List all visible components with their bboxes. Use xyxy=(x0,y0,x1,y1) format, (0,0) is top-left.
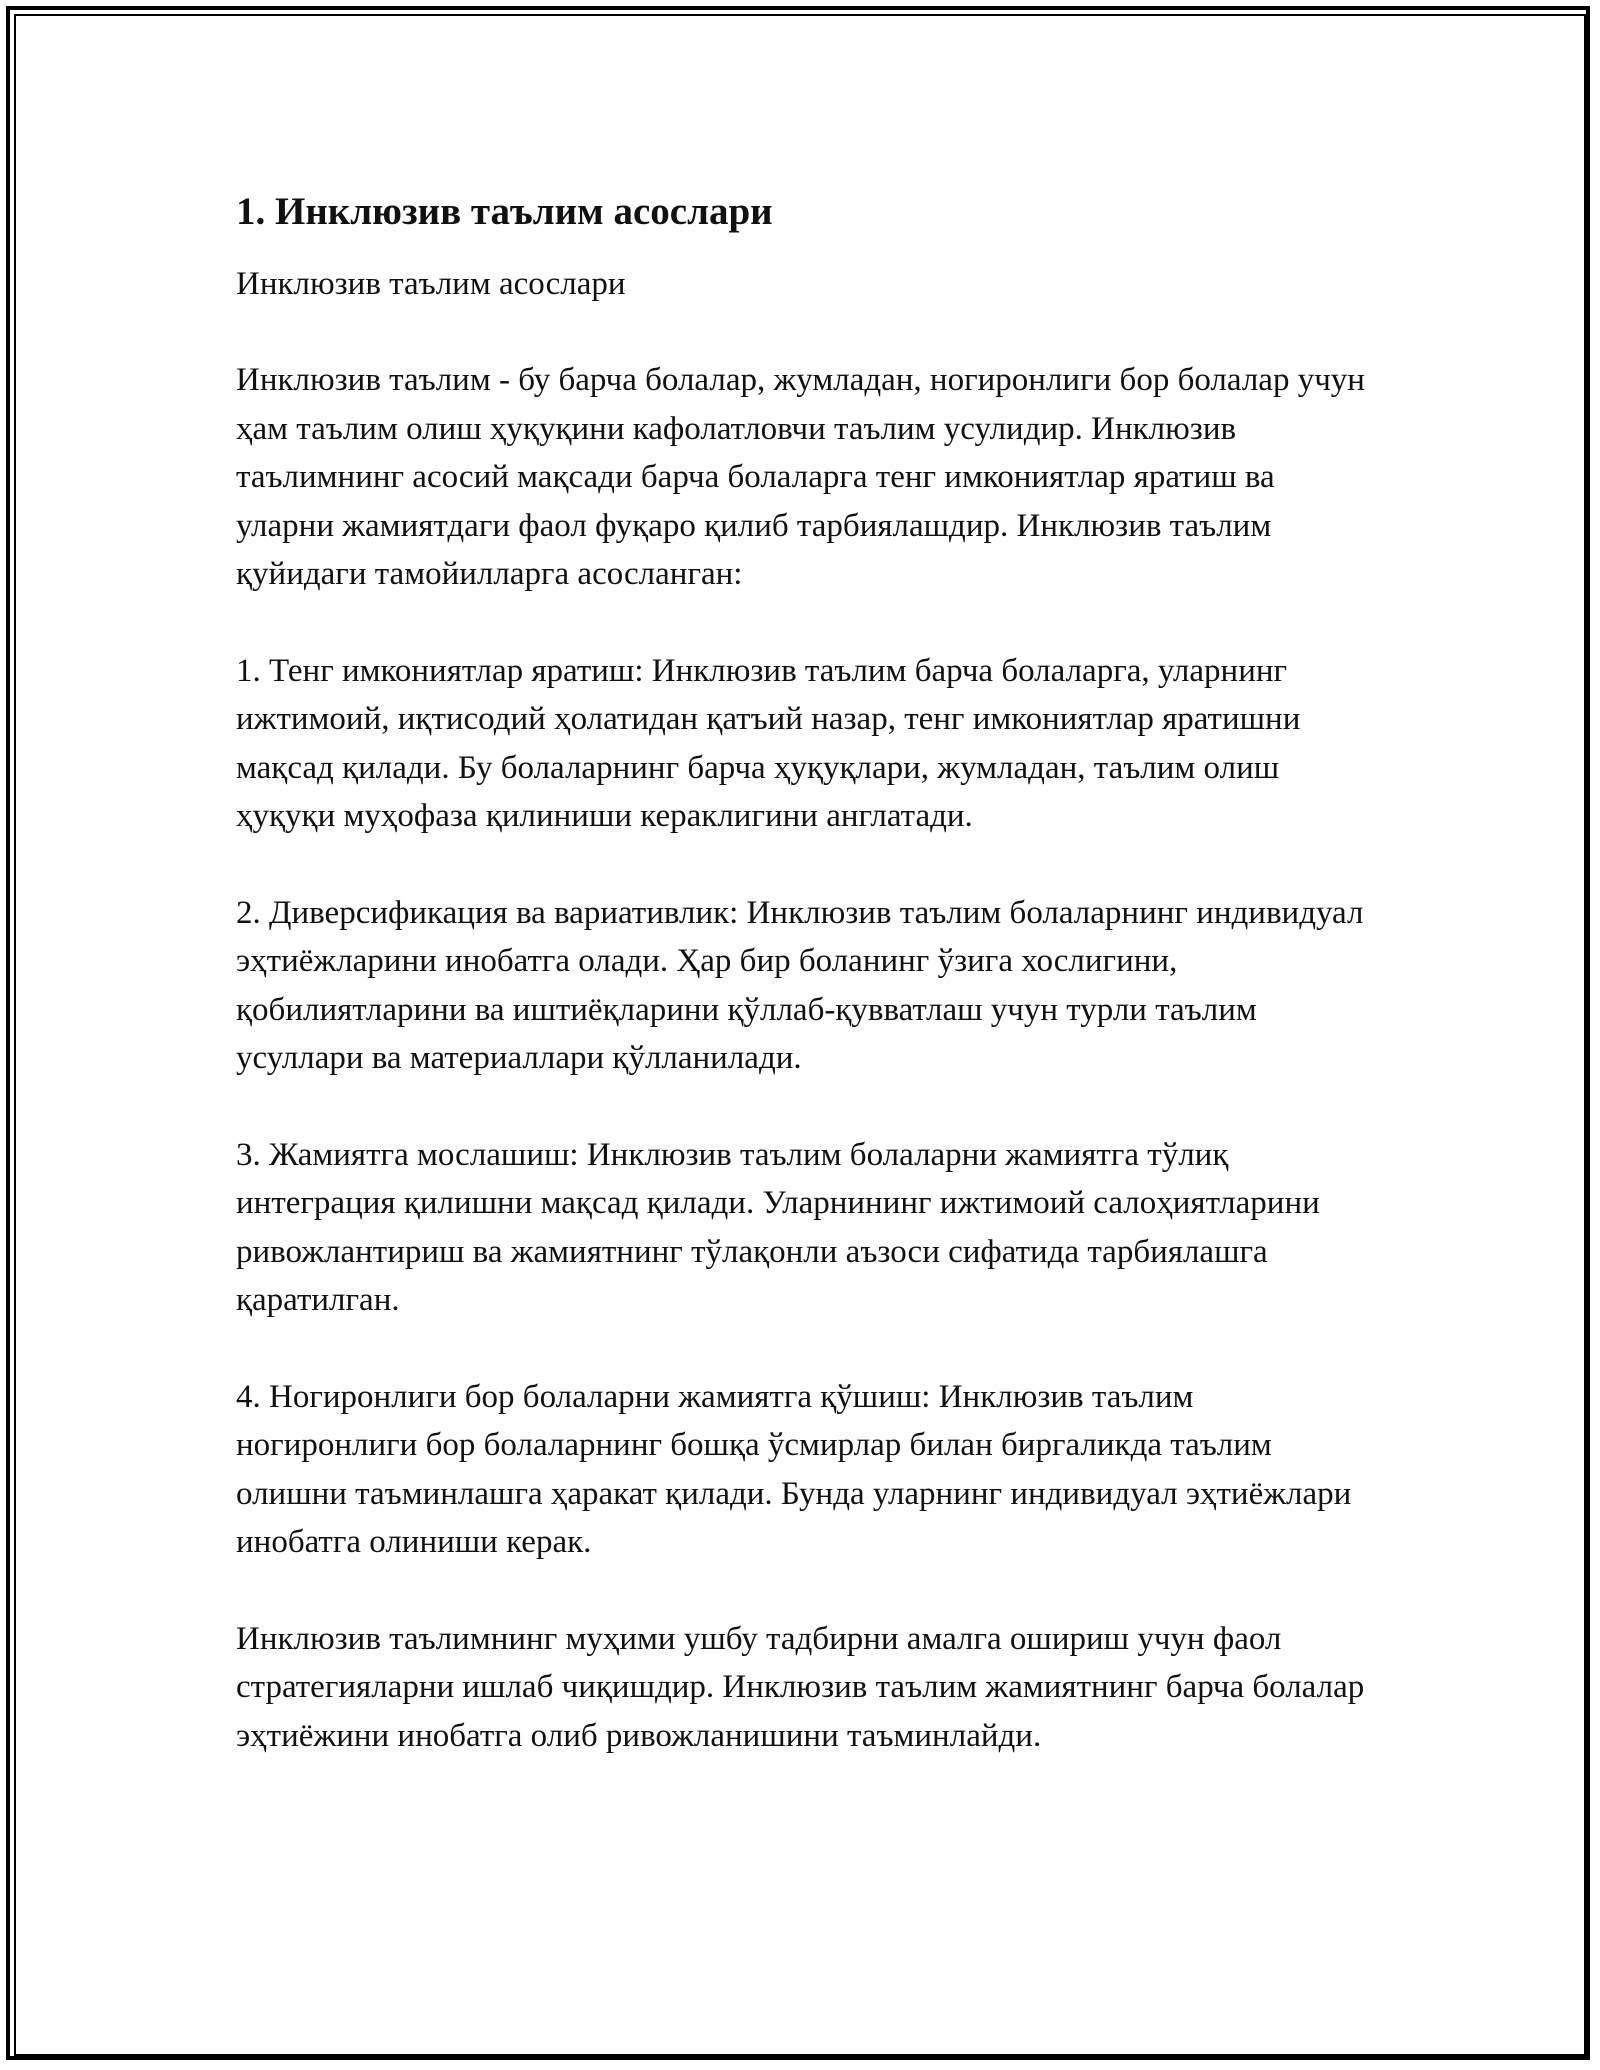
document-page xyxy=(236,186,1376,1760)
paragraph-principle-1: 1. Тенг имкониятлар яратиш: Инклюзив таълим барча болаларга, уларнинг ижтимоий, иқтисодий ҳолатидан қатъий назар, тенг имкониятлар яратишни мақсад қилади. Бу болаларнинг барча ҳуқуқлари, жумладан, таълим олиш ҳуқуқи муҳофаза қилиниши кераклигини англатади. xyxy=(236,652,1301,834)
document-title: 1. Инклюзив таълим асослари xyxy=(236,190,773,233)
document-subtitle: Инклюзив таълим асослари xyxy=(236,266,626,302)
paragraph-conclusion: Инклюзив таълимнинг муҳими ушбу тадбирни амалга ошириш учун фаол стратегияларни ишлаб чиқишдир. Инклюзив таълим жамиятнинг барча болалар эҳтиёжини инобатга олиб ривожланишини таъминлайди. xyxy=(236,1620,1365,1754)
paragraph-intro: Инклюзив таълим - бу барча болалар, жумладан, ногиронлиги бор болалар учун ҳам таълим олиш ҳуқуқини кафолатловчи таълим усулидир. Инклюзив таълимнинг асосий мақсади барча болаларга тенг имкониятлар яратиш ва уларни жамиятдаги фаол фуқаро қилиб тарбиялашдир. Инклюзив таълим қуйидаги тамойилларга асосланган: xyxy=(236,362,1365,592)
paragraph-principle-2: 2. Диверсификация ва вариативлик: Инклюзив таълим болаларнинг индивидуал эҳтиёжларини инобатга олади. Ҳар бир боланинг ўзига хослигини, қобилиятларини ва иштиёқларини қўллаб-қувватлаш учун турли таълим усуллари ва материаллари қўлланилади. xyxy=(236,894,1364,1076)
paragraph-principle-4: 4. Ногиронлиги бор болаларни жамиятга қўшиш: Инклюзив таълим ногиронлиги бор болаларнинг бошқа ўсмирлар билан биргаликда таълим олишни таъминлашга ҳаракат қилади. Бунда уларнинг индивидуал эҳтиёжлари инобатга олиниши керак. xyxy=(236,1378,1352,1560)
paragraph-principle-3: 3. Жамиятга мослашиш: Инклюзив таълим болаларни жамиятга тўлиқ интеграция қилишни мақсад қилади. Уларнининг ижтимоий салоҳиятларини ривожлантириш ва жамиятнинг тўлақонли аъзоси сифатида тарбиялашга қаратилган. xyxy=(236,1136,1320,1318)
